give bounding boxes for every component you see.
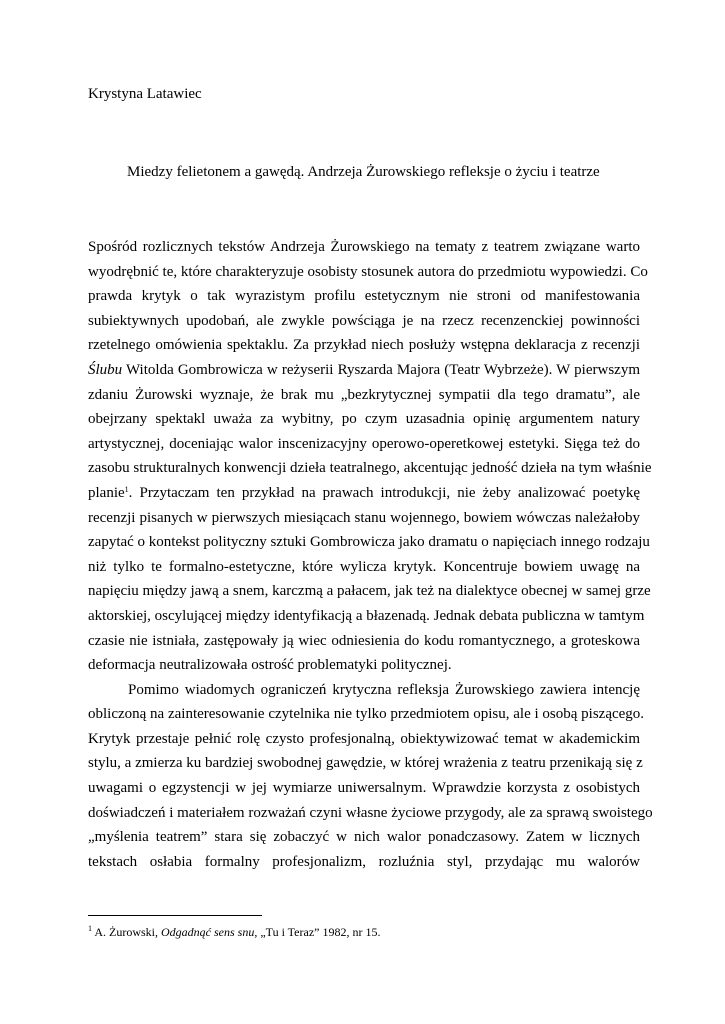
text-line: zapytać o kontekst polityczny sztuki Gombrowicza jako dramatu o napięciach innego rodzaju <box>88 534 650 551</box>
text-line: Pomimo wiadomych ograniczeń krytyczna refleksja Żurowskiego zawiera intencję <box>128 681 640 698</box>
text-line: napięciu między jawą a snem, karczmą a pałacem, jak też na dialektyce obecnej w samej grze <box>88 583 651 600</box>
footnote <box>88 924 380 940</box>
text-line: deformacja neutralizowała ostrość problematyki politycznej. <box>88 657 452 674</box>
text-line: Spośród rozlicznych tekstów Andrzeja Żurowskiego na tematy z teatrem związane warto <box>88 239 640 255</box>
text-line <box>88 358 640 383</box>
text-line: rzetelnego omówienia spektaklu. Za przykład niech posłuży wstępna deklaracja z recenzji <box>88 337 640 354</box>
paragraph-1 <box>88 235 652 678</box>
text-line <box>88 481 640 506</box>
text-line: „myślenia teatrem” stara się zobaczyć w nich walor ponadczasowy. Zatem w licznych <box>88 829 640 846</box>
text-line: stylu, a zmierza ku bardziej swobodnej gawędzie, w której wrażenia z teatru przenikają się z <box>88 755 643 772</box>
article-title: Miedzy felietonem a gawędą. Andrzeja Żurowskiego refleksje o życiu i teatrze <box>127 164 600 180</box>
text-line: obejrzany spektakl uważa za wybitny, po czym uzasadnia opinię argumentem natury <box>88 411 640 428</box>
text-line: aktorskiej, oscylującej między identyfikacją a błazenadą. Jednak debata publiczna w tamtym <box>88 607 645 624</box>
text-line: zasobu strukturalnych konwencji dzieła teatralnego, akcentując jedność dzieła na tym właśnie <box>88 460 652 477</box>
text-line: czasie nie istniała, zastępowały ją wiec odniesienia do kodu romantycznego, a groteskowa <box>88 632 640 649</box>
body-text <box>88 235 653 874</box>
text-line: subiektywnych upodobań, ale zwykle powściąga je na rzecz recenzenckiej powinności <box>88 312 640 329</box>
text-fragment: Witolda Gombrowicza w reżyserii Ryszarda Majora (Teatr Wybrzeże). W pierwszym <box>122 361 640 378</box>
text-line: prawda krytyk o tak wyrazistym profilu estetycznym nie stroni od manifestowania <box>88 288 640 305</box>
text-line: niż tylko te formalno-estetyczne, które wylicza krytyk. Koncentruje bowiem uwagę na <box>88 558 640 575</box>
text-fragment: planie <box>88 484 125 501</box>
footnote-marker: 1 <box>88 924 92 933</box>
text-line: wyodrębnić te, które charakteryzuje osobisty stosunek autora do przedmiotu wypowiedzi. Co <box>88 263 648 280</box>
text-line: zdaniu Żurowski wyznaje, że brak mu „bezkrytycznej sympatii dla tego dramatu”, ale <box>88 386 640 403</box>
footnote-author: A. Żurowski, <box>92 925 161 939</box>
text-line: obliczoną na zainteresowanie czytelnika nie tylko przedmiotem opisu, ale i osobą piszącego. <box>88 706 645 723</box>
text-line: recenzji pisanych w pierwszych miesiącach stanu wojennego, bowiem wówczas należałoby <box>88 509 640 526</box>
footnote-separator <box>88 915 262 916</box>
text-line: tekstach osłabia formalny profesjonalizm, rozluźnia styl, przydając mu walorów <box>88 853 640 870</box>
text-line: uwagami o egzystencji w jej wymiarze uniwersalnym. Wprawdzie korzysta z osobistych <box>88 780 640 797</box>
text-line: Krytyk przestaje pełnić rolę czysto profesjonalną, obiektywizować temat w akademickim <box>88 730 640 747</box>
text-line: artystycznej, doceniając walor inscenizacyjny operowo-operetkowej estetyki. Sięga też do <box>88 435 640 452</box>
footnote-source: , „Tu i Teraz” 1982, nr 15. <box>254 925 381 939</box>
italic-title-slub: Ślubu <box>88 361 123 378</box>
footnote-title: Odgadnąć sens snu <box>161 925 255 939</box>
text-line: doświadczeń i materiałem rozważań czyni własne życiowe przygody, ale za sprawą swoistego <box>88 804 653 821</box>
paragraph-2 <box>88 678 653 875</box>
text-fragment: . Przytaczam ten przykład na prawach introdukcji, nie żeby analizować poetykę <box>128 484 640 501</box>
author-name: Krystyna Latawiec <box>88 86 202 102</box>
footnote-reference[interactable]: 1 <box>124 484 129 494</box>
